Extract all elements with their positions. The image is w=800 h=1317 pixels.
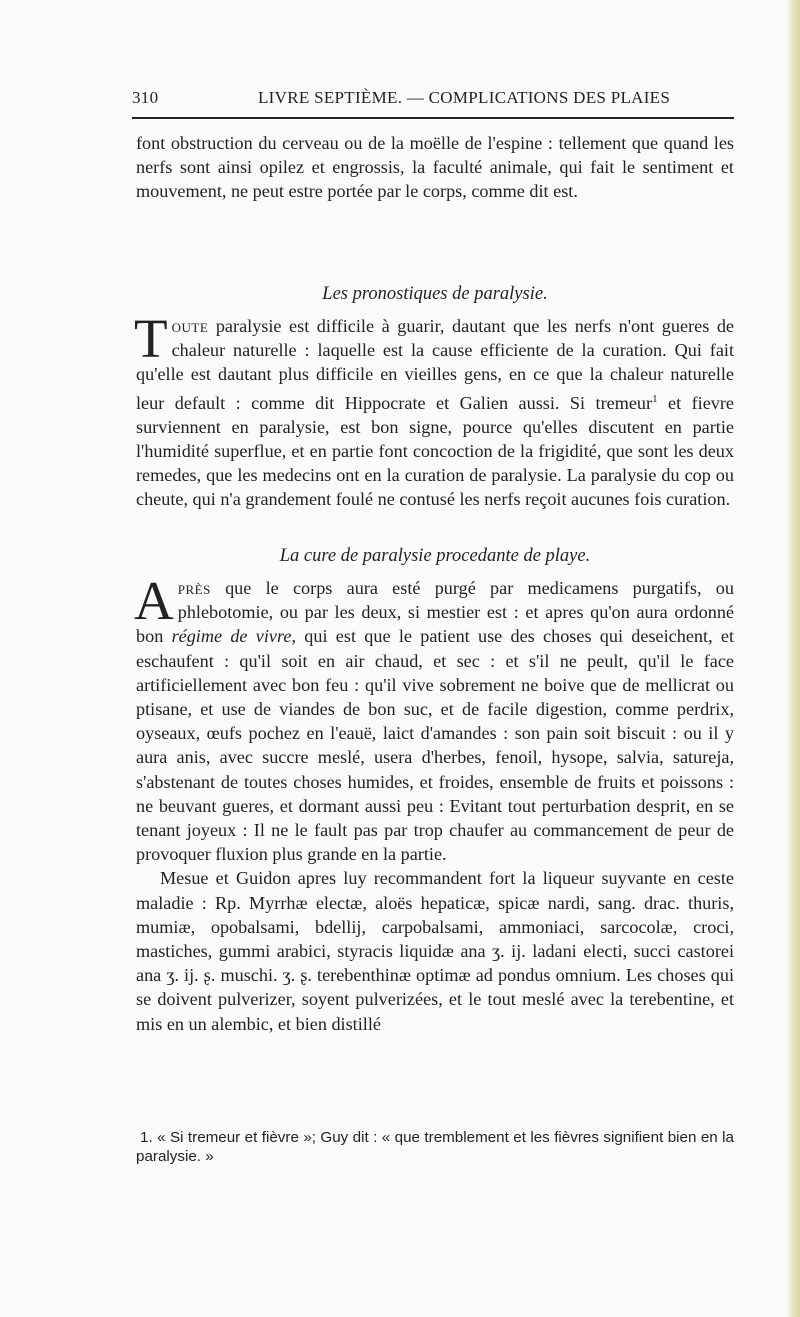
lead-word: près	[177, 578, 211, 598]
pronostiques-paragraph	[134, 308, 735, 512]
section-title-cure: La cure de paralysie procedante de playe.	[279, 546, 591, 566]
footnote-ref: 1	[652, 392, 658, 405]
header-rule	[132, 117, 734, 119]
paragraph-text: , qui est que le patient use des choses qui deseichent, et eschaufent : qu'il soit en air chaud, et sec : et s'il ne peult, qu'il le face artificiellement avec bon feu : qu'il vive sobrement ne boive que de mellicrat ou ptisane, et use de viandes de bon suc, et de facile digestion, comme perdrix, oyseaux, œufs pochez en l'eauë, laict d'amandes : son pain soit biscuit : ou il y aura anis, avec succre meslé, usera d'herbes, fenoil, hysope, salvia, satureja, s'abstenant de toutes choses humides, et froides, ensemble de fruits et poissons : ne beuvant gueres, et dormant aussi peu : Evitant tout perturbation desprit, en se tenant joyeux : Il ne le fault pas par trop chaufer au commancement de peur de provoquer fluxion plus grande en la partie.	[136, 626, 735, 865]
page-edge	[786, 0, 800, 1317]
page-number: 310	[132, 88, 159, 107]
section-title-pronostiques: Les pronostiques de paralysie.	[322, 284, 548, 304]
lead-word: oute	[171, 316, 209, 336]
intro-paragraph: font obstruction du cerveau ou de la moëlle de l'espine : tellement que quand les nerfs sont ainsi opilez et engrossis, la faculté animale, qui fait le sentiment et mouvement, ne peut estre portée par le corps, comme dit est.	[136, 133, 734, 202]
cure-section-body	[134, 570, 735, 1036]
cure-paragraph	[134, 570, 735, 866]
paragraph-text: et fievre surviennent en paralysie, est bon signe, pource qu'elles discutent en partie l'humidité superflue, et en partie font concoction de la frigidité, que sont les deux remedes, que les medecins ont en la curation de paralysie. La paralysie du cop ou cheute, qui n'a grandement foulé ne contusé les nerfs reçoit aucunes fois curation.	[136, 392, 735, 510]
page-header	[132, 88, 732, 118]
footnote	[136, 1129, 734, 1166]
drop-cap: T	[134, 308, 168, 369]
running-title: LIVRE SEPTIÈME. — COMPLICATIONS DES PLAIES	[258, 88, 671, 107]
italic-phrase: régime de vivre	[171, 626, 292, 647]
paragraph-text: que le corps aura esté purgé par medicamens purgatifs, ou phlebotomie, ou par les deux, si mestier est : et apres qu'on aura ordonné bon	[136, 578, 734, 647]
mesue-paragraph: Mesue et Guidon apres luy recommandent fort la liqueur suyvante en ceste maladie : Rp. Myrrhæ electæ, aloës hepaticæ, spicæ nardi, sang. drac. thuris, mumiæ, opobalsami, bdellij, carpobalsami, ammoniaci, sarcocolæ, croci, mastiches, gummi arabici, styracis liquidæ ana ʒ. ij. ladani electi, succi castorei ana ʒ. ij. ʂ. muschi. ʒ. ʂ. terebenthinæ optimæ ad pondus omnium. Les choses qui se doivent pulverizer, soyent pulverizées, et le tout meslé avec la terebentine, et mis en un alembic, et bien distillé	[136, 868, 734, 1034]
footnote-number: 1.	[140, 1129, 153, 1146]
drop-cap: A	[134, 570, 174, 631]
paragraph-text: paralysie est difficile à guarir, dautant que les nerfs n'ont gueres de chaleur naturelle : laquelle est la cause efficiente de la curation. Qui fait qu'elle est dautant plus difficile en vieilles gens, en ce que la chaleur naturelle leur default : comme dit Hippocrate et Galien aussi. Si tremeur	[136, 316, 734, 413]
footnote-text: « Si tremeur et fièvre »; Guy dit : « que tremblement et les fièvres signifient bien en la paralysie. »	[136, 1129, 734, 1165]
